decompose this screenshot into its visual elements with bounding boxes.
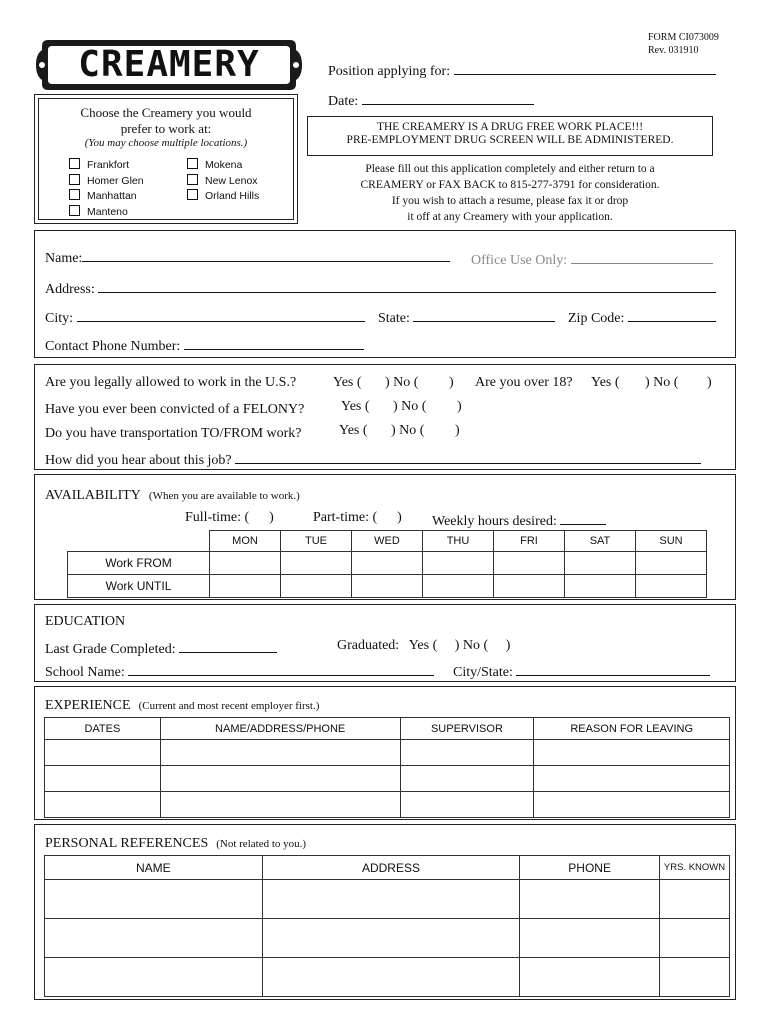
address-field[interactable] [45,278,716,298]
location-option-mokena[interactable]: Mokena [187,158,259,174]
experience-table [44,717,730,818]
col-name-address-phone: NAME/ADDRESS/PHONE [160,718,400,740]
graduated-yes[interactable]: Yes ( [408,638,438,653]
legal-question: Are you legally allowed to work in the U.S.? [45,375,297,390]
work-until-label: Work UNTIL [68,575,210,598]
contact-section [34,230,736,358]
school-label: School Name: [45,665,125,680]
location-box [34,94,298,224]
col-ref-yrs-known: YRS. KNOWN [660,856,730,880]
zip-input-line[interactable] [628,307,716,322]
experience-header [45,696,319,714]
day-mon: MON [210,531,281,552]
availability-header [45,486,300,504]
availability-table [67,530,707,598]
location-title-line1: Choose the Creamery you would [80,105,252,120]
citystate-field[interactable] [453,661,710,681]
questions-section [34,364,736,470]
legal-end: ) [449,375,454,390]
over18-end: ) [707,375,712,390]
fulltime-option[interactable]: Full-time: ( ) [185,510,274,525]
name-label: Name: [45,251,83,266]
felony-question: Have you ever been convicted of a FELONY? [45,402,305,417]
notice-line2: PRE-EMPLOYMENT DRUG SCREEN WILL BE ADMINISTERED. [346,134,674,146]
date-label: Date: [328,94,359,109]
legal-yes[interactable]: Yes ( [333,375,362,390]
col-ref-name: NAME [45,856,263,880]
checkbox-icon[interactable] [187,174,198,185]
day-fri: FRI [494,531,565,552]
day-thu: THU [423,531,494,552]
school-input-line[interactable] [128,661,434,676]
graduated-no[interactable]: ) No ( [454,638,489,653]
position-field[interactable] [328,60,716,80]
phone-label: Contact Phone Number: [45,339,181,354]
last-grade-field[interactable] [45,638,277,658]
table-row [68,552,707,575]
phone-field[interactable] [45,335,364,355]
references-subtitle: (Not related to you.) [216,838,307,850]
location-option-frankfort[interactable]: Frankfort [69,158,144,174]
checkbox-icon[interactable] [69,189,80,200]
col-ref-phone: PHONE [520,856,660,880]
over18-no[interactable]: ) No ( [645,375,679,390]
parttime-option[interactable]: Part-time: ( ) [313,510,402,525]
table-row [45,919,730,958]
location-option-manteno[interactable]: Manteno [69,205,144,221]
location-option-homer-glen[interactable]: Homer Glen [69,174,144,190]
office-use-label: Office Use Only: [471,253,568,268]
location-option-new-lenox[interactable]: New Lenox [187,174,259,190]
references-section [34,824,736,1000]
felony-yes[interactable]: Yes ( [341,399,370,414]
phone-input-line[interactable] [184,335,364,350]
availability-section [34,474,736,600]
state-label: State: [378,311,410,326]
transport-no[interactable]: ) No ( [391,423,425,438]
address-input-line[interactable] [98,278,716,293]
state-input-line[interactable] [413,307,555,322]
instructions [307,161,713,225]
legal-no[interactable]: ) No ( [385,375,419,390]
checkbox-icon[interactable] [69,174,80,185]
work-from-label: Work FROM [68,552,210,575]
location-list-left [69,158,144,220]
location-title-line2: prefer to work at: [120,121,212,136]
table-row [45,880,730,919]
name-input-line[interactable] [82,247,450,262]
over18-yes[interactable]: Yes ( [591,375,620,390]
education-section [34,604,736,682]
weekly-hours-field[interactable] [432,510,606,530]
city-input-line[interactable] [77,307,365,322]
drug-free-notice [307,116,713,156]
weekly-hours-label: Weekly hours desired: [432,514,557,529]
col-ref-address: ADDRESS [262,856,520,880]
graduated-label: Graduated: [337,638,400,653]
references-header [45,834,306,852]
citystate-label: City/State: [453,665,513,680]
citystate-input-line[interactable] [516,661,710,676]
day-wed: WED [352,531,423,552]
hear-label: How did you hear about this job? [45,453,232,468]
felony-end: ) [457,399,462,414]
transport-question: Do you have transportation TO/FROM work? [45,426,302,441]
creamery-logo [34,36,304,94]
city-field[interactable] [45,307,365,327]
location-note: (You may choose multiple locations.) [84,137,248,149]
instructions-line2: CREAMERY or FAX BACK to 815-277-3791 for consideration. [360,179,660,191]
last-grade-input-line[interactable] [179,638,277,653]
experience-title: EXPERIENCE [45,698,131,713]
notice-line1: THE CREAMERY IS A DRUG FREE WORK PLACE!!! [376,121,644,133]
availability-title: AVAILABILITY [45,488,141,503]
school-field[interactable] [45,661,434,681]
checkbox-icon[interactable] [69,158,80,169]
last-grade-label: Last Grade Completed: [45,642,176,657]
felony-no[interactable]: ) No ( [393,399,427,414]
education-title: EDUCATION [45,614,126,629]
office-use-field [471,249,713,269]
state-field[interactable] [378,307,555,327]
day-sun: SUN [636,531,707,552]
availability-subtitle: (When you are available to work.) [148,490,300,502]
transport-yes[interactable]: Yes ( [339,423,368,438]
graduated-field: Graduated: Yes ( ) No ( ) [337,638,511,653]
address-label: Address: [45,282,95,297]
hear-field[interactable] [45,449,701,469]
table-row [45,792,730,818]
date-input-line[interactable] [362,90,534,105]
date-field[interactable] [328,90,534,110]
checkbox-icon[interactable] [187,158,198,169]
logo-text: CREAMERY [78,44,260,85]
office-use-line [571,249,713,264]
weekly-hours-input-line[interactable] [560,510,606,525]
references-title: PERSONAL REFERENCES [45,836,209,851]
over18-question: Are you over 18? [475,375,573,390]
table-row [45,740,730,766]
checkbox-icon[interactable] [187,189,198,200]
col-reason: REASON FOR LEAVING [534,718,730,740]
checkbox-icon[interactable] [69,205,80,216]
location-option-manhattan[interactable]: Manhattan [69,189,144,205]
table-row [68,575,707,598]
position-label: Position applying for: [328,64,451,79]
form-number: FORM CI073009 [648,32,719,43]
day-tue: TUE [281,531,352,552]
experience-section [34,686,736,820]
hear-input-line[interactable] [235,449,701,464]
name-field[interactable] [45,247,450,267]
table-row [45,766,730,792]
location-option-orland-hills[interactable]: Orland Hills [187,189,259,205]
transport-end: ) [455,423,460,438]
table-row [45,958,730,997]
col-dates: DATES [45,718,161,740]
instructions-line3: If you wish to attach a resume, please fax it or drop [391,195,629,207]
day-sat: SAT [565,531,636,552]
references-table [44,855,730,997]
experience-subtitle: (Current and most recent employer first.) [138,700,320,712]
location-list-right [187,158,259,205]
form-revision: Rev. 031910 [648,45,699,56]
zip-field[interactable] [568,307,716,327]
col-supervisor: SUPERVISOR [400,718,534,740]
instructions-line1: Please fill out this application completely and either return to a [365,163,655,175]
city-label: City: [45,311,74,326]
instructions-line4: it off at any Creamery with your application. [407,211,613,223]
zip-label: Zip Code: [568,311,625,326]
position-input-line[interactable] [454,60,716,75]
